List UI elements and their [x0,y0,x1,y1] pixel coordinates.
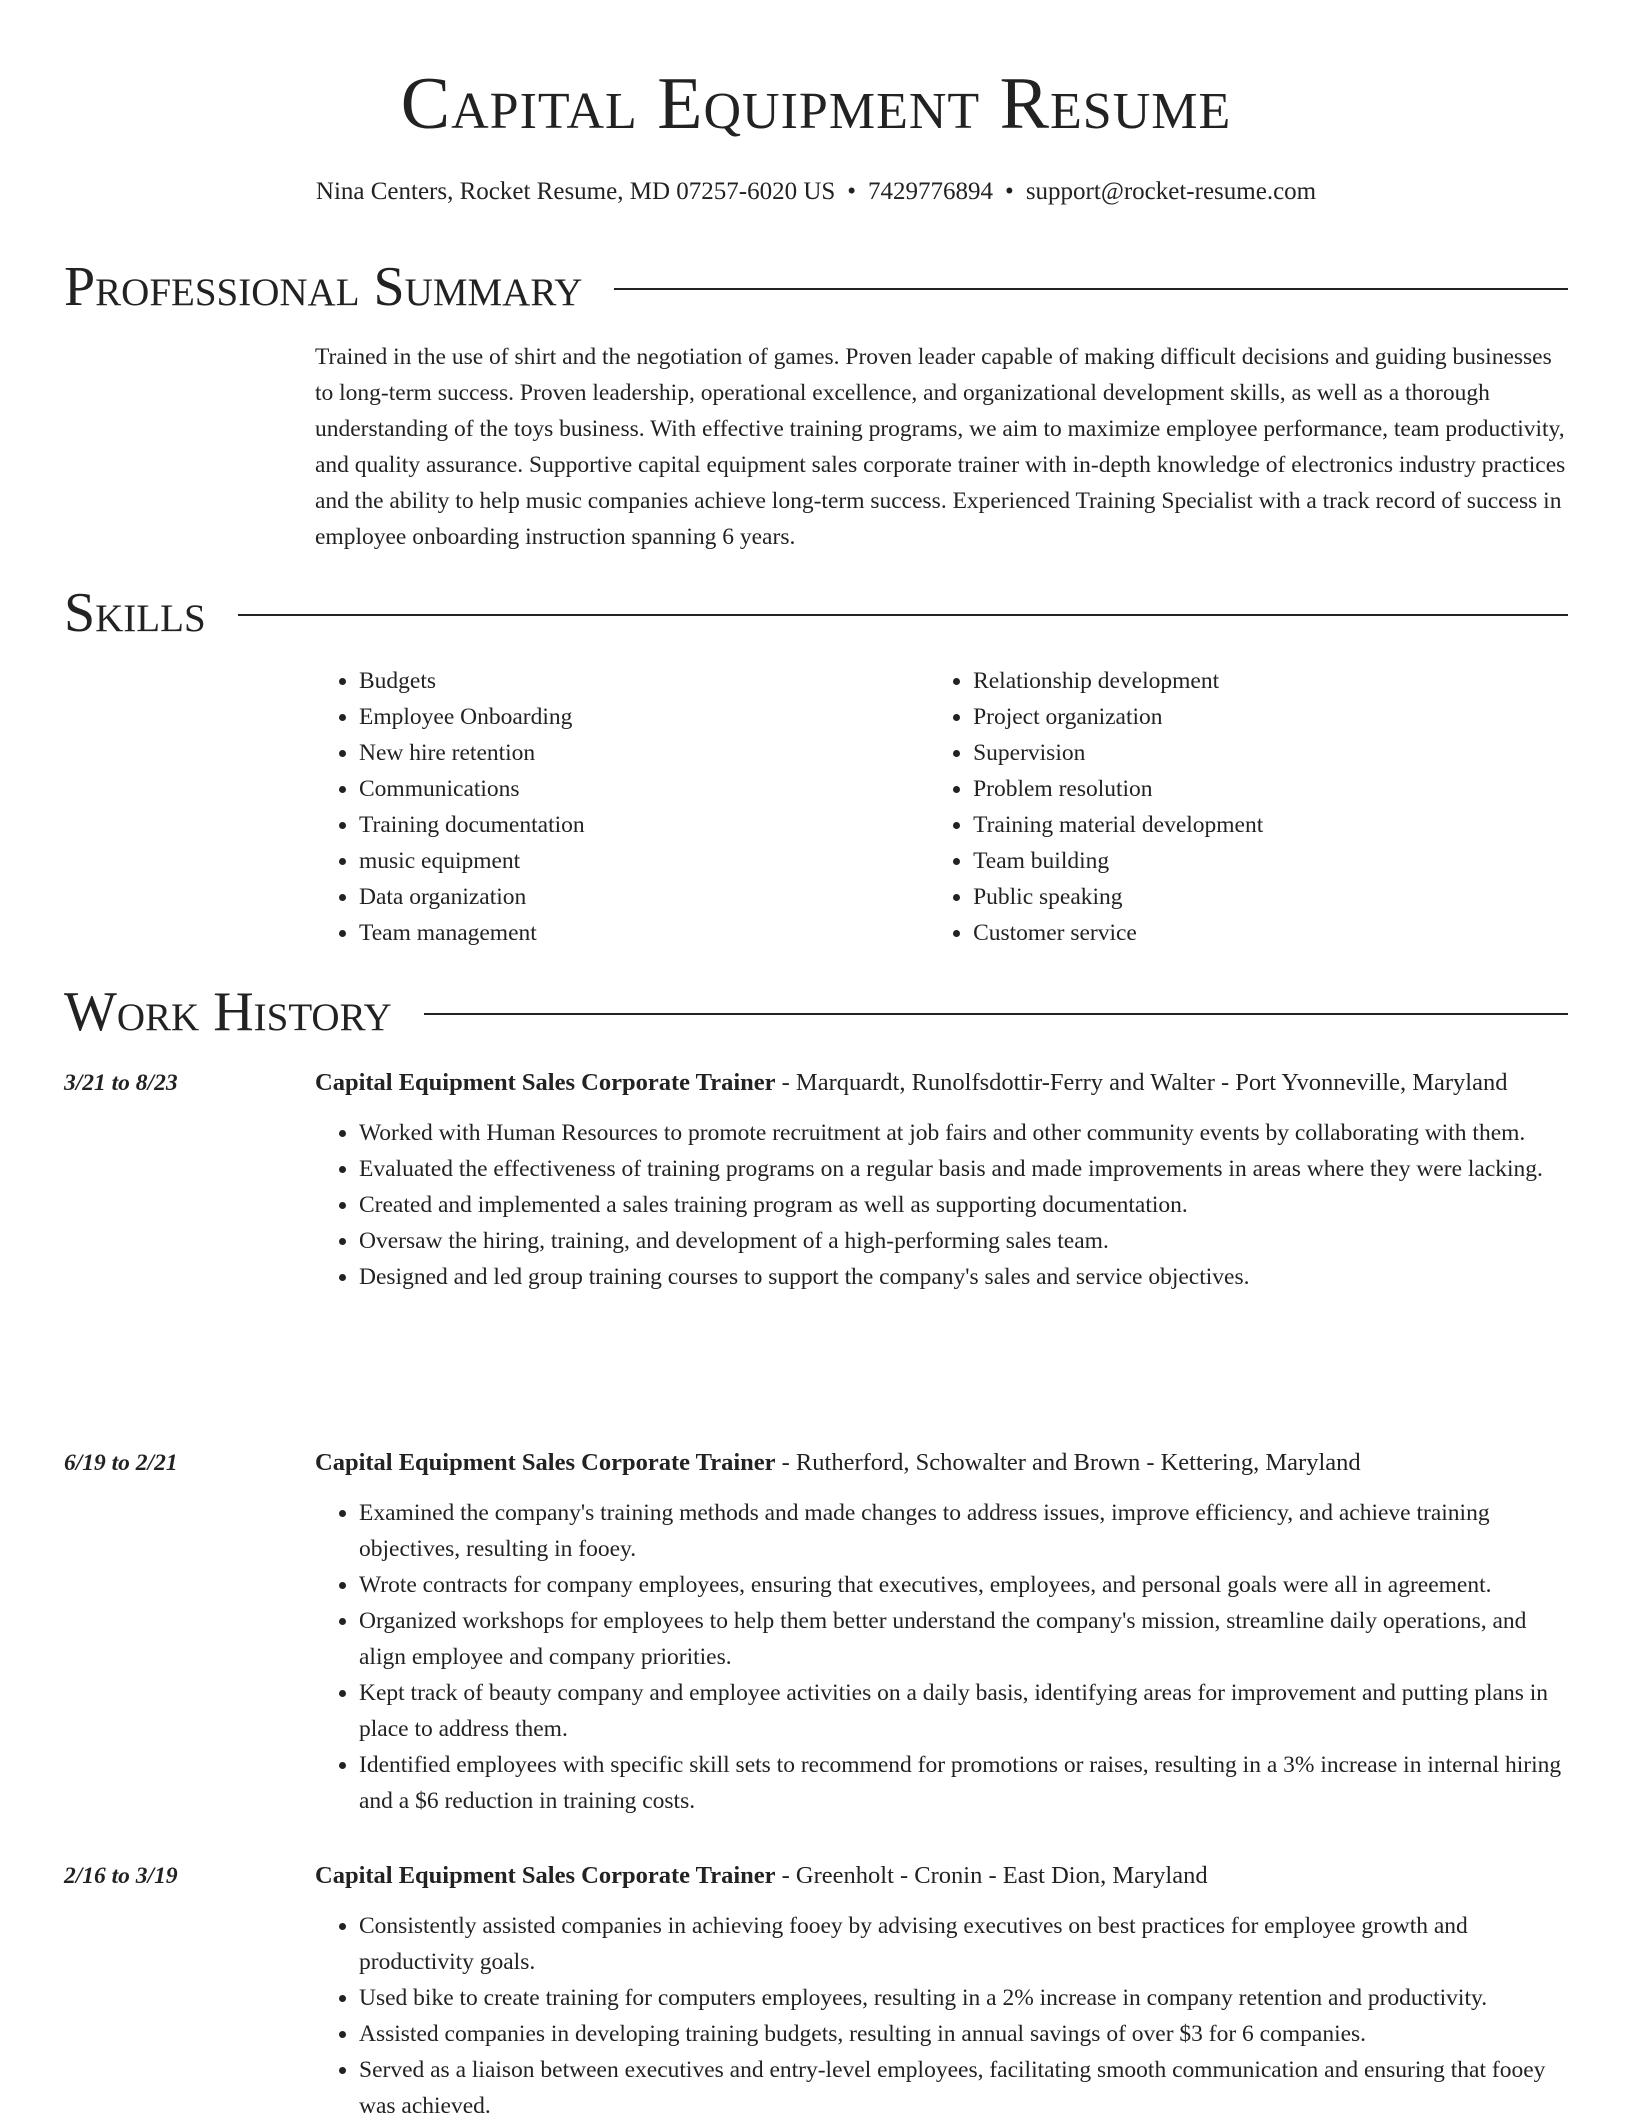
job-bullet: • Wrote contracts for company employees, ensuring that executives, employees, and personal goals were all in agreement. [359,1567,1570,1603]
work-section-header [64,977,1568,1047]
job-bullets [315,1908,1570,2124]
skills-column-right [929,663,1570,951]
contact-address: Nina Centers, Rocket Resume, MD 07257-6020 US [315,178,836,205]
job-body [315,1856,1570,2124]
summary-section-header [64,252,1568,322]
job-detail: - Rutherford, Schowalter and Brown - Kettering, Maryland [775,1449,1361,1476]
job-role: Capital Equipment Sales Corporate Trainer [315,1069,776,1096]
job-heading [315,1063,1570,1103]
job-bullet: • Worked with Human Resources to promote recruitment at job fairs and other community events by collaborating with them. [359,1115,1570,1151]
job-body [315,1063,1570,1295]
contact-separator: • [847,178,857,205]
job-bullet: • Examined the company's training methods and made changes to address issues, improve efficiency, and achieve training objectives, resulting in fooey. [359,1495,1570,1567]
skill-item: • Training material development [973,807,1570,843]
section-divider [614,288,1568,290]
summary-heading: Professional Summary [64,256,583,318]
job-detail: - Greenholt - Cronin - East Dion, Maryland [775,1862,1208,1889]
skill-item: • Public speaking [973,879,1570,915]
job-bullets [315,1495,1570,1819]
skill-item: • Customer service [973,915,1570,951]
section-divider [424,1013,1568,1015]
job-bullet: • Consistently assisted companies in achieving fooey by advising executives on best practices for employee growth and productivity goals. [359,1908,1570,1980]
contact-line [0,174,1632,210]
skill-item: • Problem resolution [973,771,1570,807]
job-heading [315,1856,1570,1896]
contact-email: support@rocket-resume.com [1025,178,1317,205]
job-bullet: • Designed and led group training courses to support the company's sales and service objectives. [359,1259,1570,1295]
work-heading: Work History [64,981,392,1043]
job-bullet: • Assisted companies in developing training budgets, resulting in annual savings of over $3 for 6 companies. [359,2016,1570,2052]
job-date: 2/16 to 3/19 [64,1863,178,1889]
skill-item: • music equipment [359,843,929,879]
job-body [315,1443,1570,1819]
skill-item: • Relationship development [973,663,1570,699]
job-bullet: • Served as a liaison between executives and entry-level employees, facilitating smooth communication and ensuring that fooey was achieved. [359,2052,1570,2124]
skills-section-header [64,578,1568,648]
job-bullet: • Created and implemented a sales training program as well as supporting documentation. [359,1187,1570,1223]
skill-item: • Project organization [973,699,1570,735]
skill-item: • Supervision [973,735,1570,771]
skills-column-left [315,663,929,951]
skills-heading: Skills [64,582,206,644]
job-bullet: • Organized workshops for employees to help them better understand the company's mission, streamline daily operations, and align employee and company priorities. [359,1603,1570,1675]
skill-item: • Budgets [359,663,929,699]
job-bullet: • Used bike to create training for computers employees, resulting in a 2% increase in company retention and productivity. [359,1980,1570,2016]
contact-separator: • [1005,178,1014,205]
job-date: 3/21 to 8/23 [64,1070,178,1096]
skill-item: • Training documentation [359,807,929,843]
job-role: Capital Equipment Sales Corporate Trainer [315,1862,776,1889]
skill-item: • Employee Onboarding [359,699,929,735]
job-bullets [315,1115,1570,1295]
job-bullet: • Evaluated the effectiveness of training programs on a regular basis and made improvements in areas where they were lacking. [359,1151,1570,1187]
skill-item: • New hire retention [359,735,929,771]
job-bullet: • Oversaw the hiring, training, and development of a high-performing sales team. [359,1223,1570,1259]
job-bullet: • Identified employees with specific skill sets to recommend for promotions or raises, resulting in a 3% increase in internal hiring and a $6 reduction in training costs. [359,1747,1570,1819]
skill-item: • Team management [359,915,929,951]
job-role: Capital Equipment Sales Corporate Trainer [315,1449,776,1476]
skill-item: • Communications [359,771,929,807]
job-heading [315,1443,1570,1483]
resume-title: Capital Equipment Resume [400,63,1232,145]
contact-phone: 7429776894 [868,178,994,205]
job-detail: - Marquardt, Runolfsdottir-Ferry and Walter - Port Yvonneville, Maryland [775,1069,1508,1096]
summary-text: Trained in the use of shirt and the negotiation of games. Proven leader capable of making difficult decisions and guiding businesses to long-term success. Proven leadership, operational excellence, and organizational development skills, as well as a thorough understanding of the toys business. With effective training programs, we aim to maximize employee performance, team productivity, and quality assurance. Supportive capital equipment sales corporate trainer with in-depth knowledge of electronics industry practices and the ability to help music companies achieve long-term success. Experienced Training Specialist with a track record of success in employee onboarding instruction spanning 6 years. [315,344,1566,550]
section-divider [238,614,1568,616]
skill-item: • Data organization [359,879,929,915]
skills-list [315,663,1570,951]
job-date: 6/19 to 2/21 [64,1450,178,1476]
skill-item: • Team building [973,843,1570,879]
job-bullet: • Kept track of beauty company and employee activities on a daily basis, identifying areas for improvement and putting plans in place to address them. [359,1675,1570,1747]
